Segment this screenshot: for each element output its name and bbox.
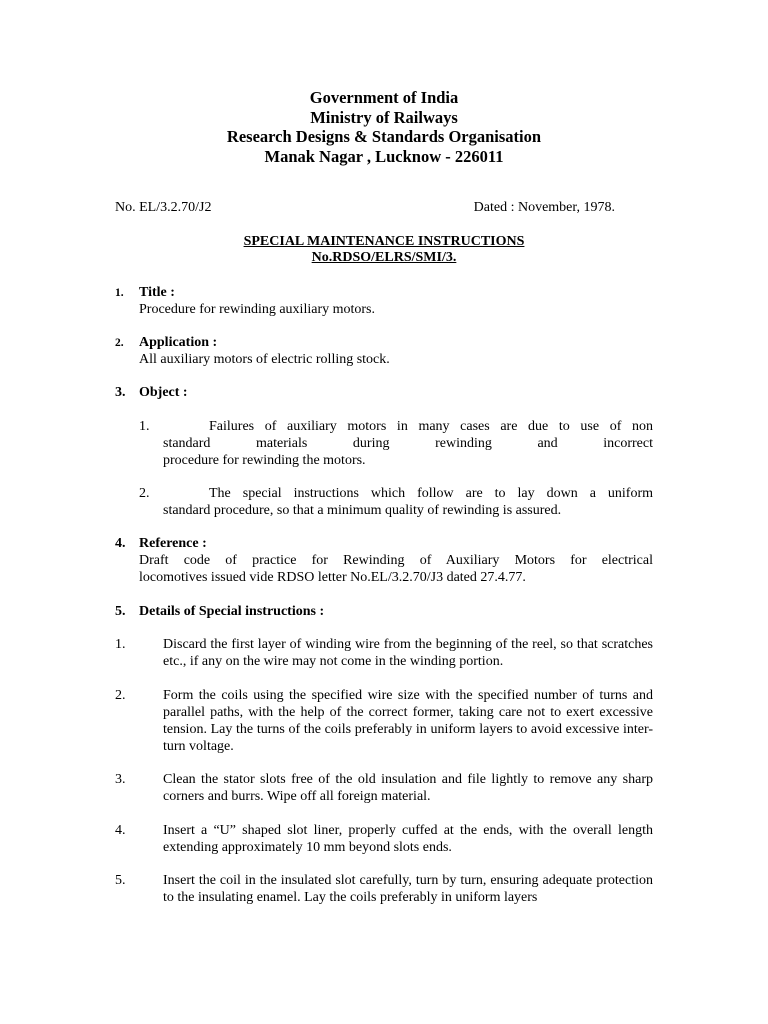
item-text: Insert the coil in the insulated slot carefully, turn by turn, ensuring adequate protection to the insulating enamel. Lay the coils preferably in uniform layers (163, 873, 653, 905)
paragraph-line: The special instructions which follow are to lay down a uniform (209, 486, 653, 501)
subject-line-1: SPECIAL MAINTENANCE INSTRUCTIONS (243, 234, 525, 249)
section-details-heading (115, 603, 324, 620)
item-text: Form the coils using the specified wire size with the specified number of turns and parallel paths, with the help of the correct former, taking care not to exert excessive tension. Lay the turns of the coils preferably in uniform layers to avoid excessive inter-turn voltage. (163, 688, 653, 754)
section-number: 5. (115, 604, 126, 619)
item-number: 4. (115, 823, 126, 838)
letterhead-line-2: Ministry of Railways (310, 107, 458, 127)
section-title-text: Procedure for rewinding auxiliary motors. (139, 302, 375, 317)
section-reference-heading (115, 535, 207, 552)
object-paragraph-1 (139, 418, 653, 469)
section-number: 4. (115, 536, 126, 551)
section-heading: Details of Special instructions : (139, 604, 325, 619)
letterhead-line-4: Manak Nagar , Lucknow - 226011 (264, 146, 504, 166)
reference-line-1: Draft code of practice for Rewinding of Auxiliary Motors for electrical (139, 553, 653, 568)
item-number: 3. (115, 772, 126, 787)
reference-line (115, 200, 615, 216)
section-title-heading (115, 284, 175, 302)
item-number: 5. (115, 873, 126, 888)
letterhead-line-1: Government of India (309, 88, 459, 107)
section-heading: Application : (139, 335, 218, 350)
letterhead-line-3: Research Designs & Standards Organisation (226, 127, 542, 146)
item-text: Insert a “U” shaped slot liner, properly cuffed at the ends, with the overall length extending approximately 10 mm beyond slots ends. (163, 823, 653, 855)
document-date: Dated : November, 1978. (473, 200, 615, 215)
subject-line-2: No.RDSO/ELRS/SMI/3. (311, 250, 457, 265)
section-reference-text (139, 552, 653, 586)
section-heading: Reference : (139, 536, 207, 551)
paragraph-number: 1. (139, 419, 150, 434)
section-number: 2. (115, 337, 124, 349)
section-application-text: All auxiliary motors of electric rolling stock. (139, 352, 390, 367)
section-heading: Object : (139, 385, 188, 400)
letterhead (0, 88, 768, 166)
paragraph-line: standard procedure, so that a minimum quality of rewinding is assured. (163, 503, 562, 518)
reference-number: No. EL/3.2.70/J2 (115, 200, 212, 215)
paragraph-line: standard materials during rewinding and incorrect (163, 436, 653, 451)
paragraph-line: Failures of auxiliary motors in many cases are due to use of non (209, 419, 653, 434)
paragraph-line: procedure for rewinding the motors. (163, 453, 366, 468)
section-number: 3. (115, 385, 126, 400)
section-heading: Title : (139, 285, 175, 300)
section-object-heading (115, 384, 188, 401)
item-number: 1. (115, 637, 126, 652)
item-number: 2. (115, 688, 126, 703)
object-paragraph-2 (139, 485, 653, 519)
section-application-heading (115, 334, 217, 352)
item-text: Discard the first layer of winding wire from the beginning of the reel, so that scratches etc., if any on the wire may not come in the winding portion. (163, 637, 653, 669)
item-text: Clean the stator slots free of the old insulation and file lightly to remove any sharp corners and burrs. Wipe off all foreign material. (163, 772, 653, 804)
document-subject (0, 234, 768, 266)
reference-line-2: locomotives issued vide RDSO letter No.EL/3.2.70/J3 dated 27.4.77. (139, 570, 526, 585)
section-number: 1. (115, 287, 124, 299)
paragraph-number: 2. (139, 486, 150, 501)
